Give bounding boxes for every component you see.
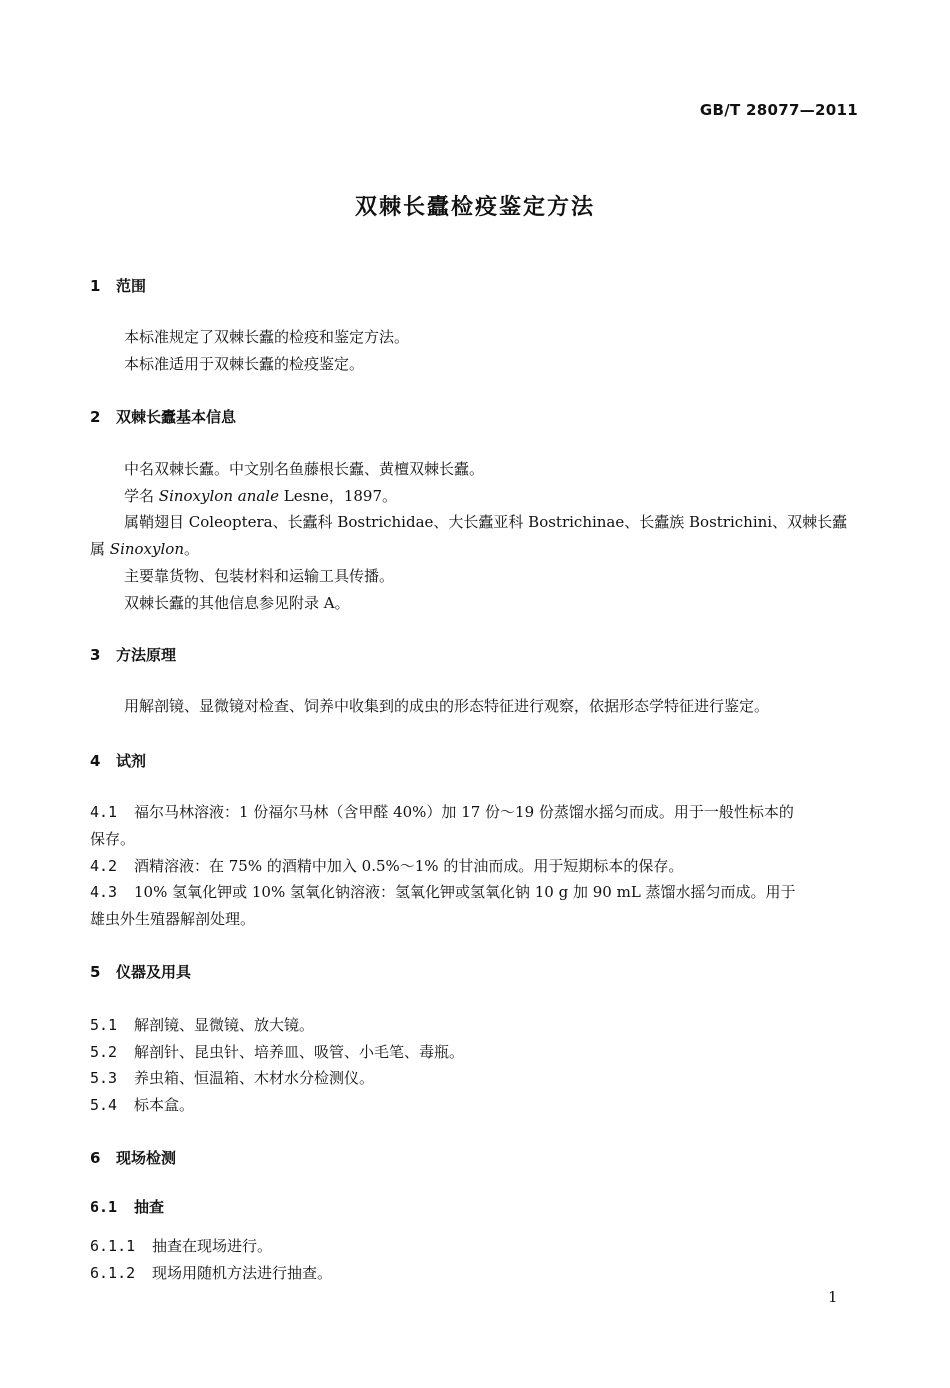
section-6-heading <box>90 1148 176 1168</box>
scientific-name-italic: Sinoxylon anale <box>158 487 279 505</box>
standard-number: GB/T 28077—2011 <box>699 101 858 119</box>
scientific-name-suffix: Lesne，1897。 <box>283 487 398 505</box>
subsection-6-1-heading <box>90 1197 164 1217</box>
document-title: 双棘长蠹检疫鉴定方法 <box>354 195 595 220</box>
clause-4-3 <box>90 882 796 902</box>
clause-number: 4.2 <box>90 857 118 875</box>
clause-number: 5.1 <box>90 1016 118 1034</box>
genus-prefix: 属 <box>90 540 106 558</box>
clause-number: 5.4 <box>90 1096 118 1114</box>
section-title: 方法原理 <box>116 646 177 664</box>
section-title: 双棘长蠹基本信息 <box>116 408 237 426</box>
section-3-paragraph: 用解剖镜、显微镜对检查、饲养中收集到的成虫的形态特征进行观察，依据形态学特征进行鉴定。 <box>124 697 770 715</box>
section-number: 2 <box>90 408 101 426</box>
clause-text: 解剖针、昆虫针、培养皿、吸管、小毛笔、毒瓶。 <box>134 1043 465 1061</box>
clause-5-4 <box>90 1095 194 1115</box>
section-3-heading <box>90 645 176 665</box>
section-2-heading <box>90 407 236 427</box>
subsection-title: 抽查 <box>134 1198 165 1216</box>
section-title: 仪器及用具 <box>116 963 192 981</box>
clause-5-1 <box>90 1015 314 1035</box>
clause-number: 6.1.1 <box>90 1237 136 1255</box>
section-2-line-annex: 双棘长蠹的其他信息参见附录 A。 <box>124 594 350 612</box>
clause-number: 6.1.2 <box>90 1264 136 1282</box>
clause-text: 福尔马林溶液：1 份福尔马林（含甲醛 40%）加 17 份～19 份蒸馏水摇匀而成。用于一般性标本的 <box>134 803 794 821</box>
clause-number: 5.2 <box>90 1043 118 1061</box>
section-2-line-spread: 主要靠货物、包装材料和运输工具传播。 <box>124 567 395 585</box>
clause-4-1-continuation: 保存。 <box>90 830 136 848</box>
section-number: 4 <box>90 752 101 770</box>
section-2-line-taxonomy: 属鞘翅目 Coleoptera、长蠹科 Bostrichidae、大长蠹亚科 Bostrichinae、长蠹族 Bostrichini、双棘长蠹 <box>124 513 848 531</box>
clause-6-1-2 <box>90 1263 332 1283</box>
clause-text: 抽查在现场进行。 <box>152 1237 273 1255</box>
section-number: 6 <box>90 1149 101 1167</box>
section-1-paragraph-2: 本标准适用于双棘长蠹的检疫鉴定。 <box>124 355 365 373</box>
section-2-line-chinese-name: 中名双棘长蠹。中文别名鱼藤根长蠹、黄檀双棘长蠹。 <box>124 460 485 478</box>
scientific-name-prefix: 学名 <box>124 487 155 505</box>
section-title: 范围 <box>116 277 147 295</box>
section-1-paragraph-1: 本标准规定了双棘长蠹的检疫和鉴定方法。 <box>124 328 410 346</box>
subsection-number: 6.1 <box>90 1198 118 1216</box>
clause-text: 现场用随机方法进行抽查。 <box>152 1264 333 1282</box>
section-number: 5 <box>90 963 101 981</box>
genus-suffix: 。 <box>183 540 199 558</box>
clause-4-3-continuation: 雄虫外生殖器解剖处理。 <box>90 910 256 928</box>
section-2-line-scientific-name <box>124 486 397 506</box>
section-4-heading <box>90 751 146 771</box>
clause-5-3 <box>90 1068 374 1088</box>
clause-4-1 <box>90 802 794 822</box>
section-title: 现场检测 <box>116 1149 177 1167</box>
section-title: 试剂 <box>116 752 147 770</box>
clause-text: 10% 氢氧化钾或 10% 氢氧化钠溶液：氢氧化钾或氢氧化钠 10 g 加 90 mL 蒸馏水摇匀而成。用于 <box>134 883 796 901</box>
section-number: 3 <box>90 646 101 664</box>
clause-number: 4.1 <box>90 803 118 821</box>
clause-number: 5.3 <box>90 1069 118 1087</box>
clause-4-2 <box>90 856 683 876</box>
genus-italic: Sinoxylon <box>109 540 184 558</box>
clause-text: 标本盒。 <box>134 1096 195 1114</box>
section-5-heading <box>90 962 191 982</box>
section-2-line-genus <box>90 539 199 559</box>
clause-6-1-1 <box>90 1236 272 1256</box>
page-number: 1 <box>828 1288 838 1306</box>
section-1-heading <box>90 276 146 296</box>
section-number: 1 <box>90 277 101 295</box>
clause-number: 4.3 <box>90 883 118 901</box>
clause-text: 解剖镜、显微镜、放大镜。 <box>134 1016 315 1034</box>
clause-5-2 <box>90 1042 464 1062</box>
clause-text: 养虫箱、恒温箱、木材水分检测仪。 <box>134 1069 375 1087</box>
clause-text: 酒精溶液：在 75% 的酒精中加入 0.5%～1% 的甘油而成。用于短期标本的保存。 <box>134 857 684 875</box>
